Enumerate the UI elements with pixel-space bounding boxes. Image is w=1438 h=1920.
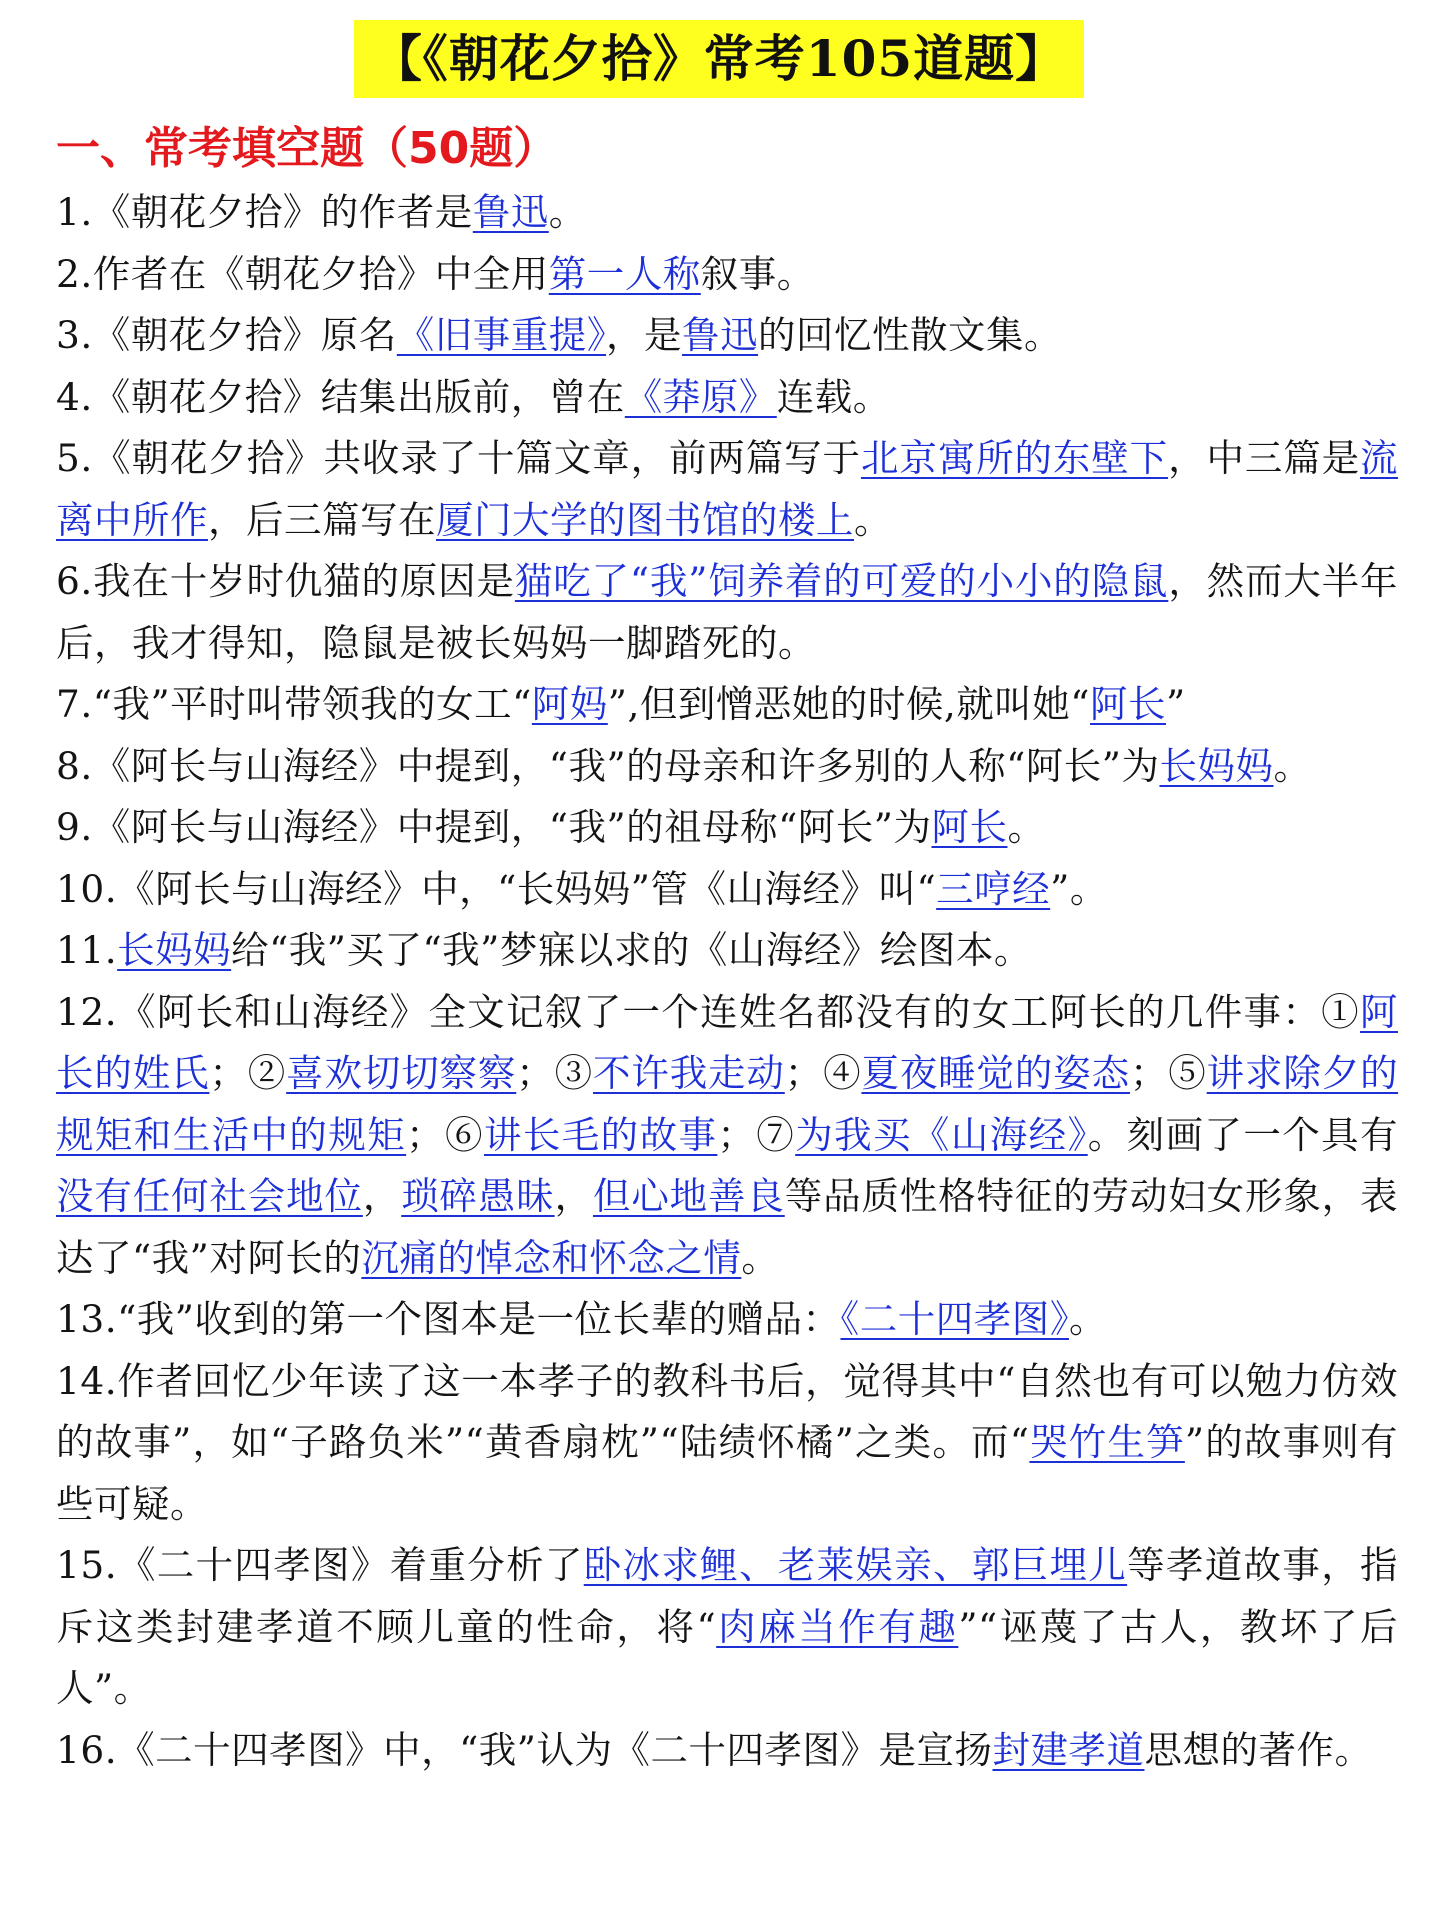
answer-text: 《莽原》 xyxy=(624,374,777,419)
answer-text: 《旧事重提》 xyxy=(396,313,607,357)
question-q6 xyxy=(56,551,1398,674)
question-text: 6.我在十岁时仇猫的原因是 xyxy=(56,559,515,603)
answer-text: 第一人称 xyxy=(548,251,701,296)
question-text: ；⑤ xyxy=(1129,1051,1207,1095)
answer-text: 猫吃了“我”饲养着的可爱的小小的隐鼠 xyxy=(514,559,1169,603)
question-text: ”的故事则有些可疑。 xyxy=(56,1420,1398,1526)
question-text: 16.《二十四孝图》中，“我”认为《二十四孝图》是宣扬 xyxy=(56,1727,993,1772)
question-q7 xyxy=(56,674,1398,736)
question-text: ”,但到憎恶她的时候,就叫她“ xyxy=(607,682,1090,726)
question-text: ；⑦ xyxy=(717,1112,796,1157)
answer-text: 夏夜睡觉的姿态 xyxy=(861,1051,1130,1095)
answer-text: 封建孝道 xyxy=(992,1727,1145,1772)
question-text: ， xyxy=(362,1174,402,1218)
question-list xyxy=(56,182,1398,1781)
question-text: 给“我”买了“我”梦寐以求的《山海经》绘图本。 xyxy=(231,928,1032,972)
answer-text: 沉痛的悼念和怀念之情 xyxy=(361,1235,742,1280)
question-text: 。刻画了一个具有 xyxy=(1087,1112,1399,1157)
question-text: ，中三篇是 xyxy=(1168,436,1361,480)
section-heading: 一、常考填空题（50题） xyxy=(56,123,558,174)
answer-text: 三哼经 xyxy=(936,866,1051,911)
answer-text: 琐碎愚昧 xyxy=(401,1174,555,1218)
question-text: 叙事。 xyxy=(700,251,815,296)
answer-text: 讲求除夕的规矩和生活中的规矩 xyxy=(56,1051,1399,1157)
question-text: 12.《阿长和山海经》全文记叙了一个连姓名都没有的女工阿长的几件事：① xyxy=(56,989,1360,1034)
answer-text: 鲁迅 xyxy=(682,313,759,357)
question-text: 。 xyxy=(548,190,587,234)
answer-text: 为我买《山海经》 xyxy=(795,1112,1088,1157)
answer-text: 流离中所作 xyxy=(56,436,1399,542)
question-text: 思想的著作。 xyxy=(1144,1727,1373,1772)
question-text: ，然而大半年后，我才得知，隐鼠是被长妈妈一脚踏死的。 xyxy=(56,559,1399,665)
question-text: 7.“我”平时叫带领我的女工“ xyxy=(56,682,532,726)
question-text: ；③ xyxy=(516,1051,593,1095)
question-text: 1.《朝花夕拾》的作者是 xyxy=(56,190,473,234)
question-text: ， xyxy=(554,1174,593,1218)
question-text: ”“诬蔑了古人，教坏了后人”。 xyxy=(56,1604,1399,1710)
question-q12 xyxy=(56,982,1398,1290)
question-text: 等品质性格特征的劳动妇女形象，表达了“我”对阿长的 xyxy=(56,1174,1399,1280)
answer-text: 阿长的姓氏 xyxy=(56,989,1398,1095)
answer-text: 长妈妈 xyxy=(1159,743,1274,788)
question-text: 3.《朝花夕拾》原名 xyxy=(56,313,397,357)
title-wrap xyxy=(40,20,1398,98)
answer-text: 没有任何社会地位 xyxy=(56,1174,363,1218)
answer-text: 北京寓所的东壁下 xyxy=(860,436,1169,480)
question-text: 4.《朝花夕拾》结集出版前，曾在 xyxy=(56,374,625,419)
answer-text: 阿长 xyxy=(1089,682,1166,726)
answer-text: 鲁迅 xyxy=(472,190,549,234)
question-q4 xyxy=(56,367,1398,429)
question-text: ，后三篇写在 xyxy=(208,497,436,542)
answer-text: 喜欢切切察察 xyxy=(286,1051,517,1095)
question-q16 xyxy=(56,1720,1398,1782)
question-q13 xyxy=(56,1289,1398,1351)
question-text: 。 xyxy=(1068,1297,1107,1341)
question-text: 9.《阿长与山海经》中提到，“我”的祖母称“阿长”为 xyxy=(56,805,932,849)
answer-text: 《二十四孝图》 xyxy=(840,1297,1069,1341)
question-text: 。 xyxy=(1007,805,1046,849)
question-text: 的回忆性散文集。 xyxy=(758,313,1063,357)
question-text: 连载。 xyxy=(776,374,891,419)
question-text: 11. xyxy=(56,928,118,972)
question-text: 8.《阿长与山海经》中提到，“我”的母亲和许多别的人称“阿长”为 xyxy=(56,743,1160,788)
answer-text: 阿长 xyxy=(931,805,1008,849)
question-text: ，是 xyxy=(606,313,683,357)
question-q1 xyxy=(56,182,1398,244)
question-text: ”。 xyxy=(1050,866,1108,911)
question-text: 14.作者回忆少年读了这一本孝子的教科书后，觉得其中“自然也有可以勉力仿效的故事”，如“子路负米”“黄香扇枕”“陆绩怀橘”之类。而“ xyxy=(56,1358,1398,1464)
page-title: 【《朝花夕拾》常考105道题】 xyxy=(354,20,1084,98)
question-text: ；⑥ xyxy=(406,1112,484,1157)
answer-text: 不许我走动 xyxy=(592,1051,785,1095)
answer-text: 讲长毛的故事 xyxy=(483,1112,718,1157)
answer-text: 阿妈 xyxy=(531,682,608,726)
answer-text: 厦门大学的图书馆的楼上 xyxy=(436,497,854,542)
question-text: 10.《阿长与山海经》中，“长妈妈”管《山海经》叫“ xyxy=(56,866,937,911)
question-text: 5.《朝花夕拾》共收录了十篇文章，前两篇写于 xyxy=(56,436,861,480)
question-q15 xyxy=(56,1535,1398,1720)
question-text: 。 xyxy=(1273,743,1312,788)
question-text: 。 xyxy=(854,497,892,542)
question-q3 xyxy=(56,305,1398,367)
answer-text: 肉麻当作有趣 xyxy=(716,1604,959,1649)
question-text: ；④ xyxy=(784,1051,862,1095)
question-text: ；② xyxy=(209,1051,287,1095)
question-q9 xyxy=(56,797,1398,859)
question-text: 2.作者在《朝花夕拾》中全用 xyxy=(56,251,549,296)
question-q11 xyxy=(56,920,1398,982)
answer-text: 但心地善良 xyxy=(592,1174,785,1218)
question-text: ” xyxy=(1165,682,1186,726)
question-text: 。 xyxy=(741,1235,780,1280)
question-q8 xyxy=(56,736,1398,798)
answer-text: 长妈妈 xyxy=(117,928,232,972)
question-text: 等孝道故事，指斥这类封建孝道不顾儿童的性命，将“ xyxy=(56,1543,1399,1649)
question-q14 xyxy=(56,1351,1398,1536)
answer-text: 哭竹生笋 xyxy=(1029,1420,1185,1464)
question-q2 xyxy=(56,244,1398,306)
question-q5 xyxy=(56,428,1398,551)
question-text: 13.“我”收到的第一个图本是一位长辈的赠品： xyxy=(56,1297,841,1341)
question-q10 xyxy=(56,859,1398,921)
question-text: 15.《二十四孝图》着重分析了 xyxy=(56,1543,584,1587)
answer-text: 卧冰求鲤、老莱娱亲、郭巨埋儿 xyxy=(583,1543,1128,1587)
